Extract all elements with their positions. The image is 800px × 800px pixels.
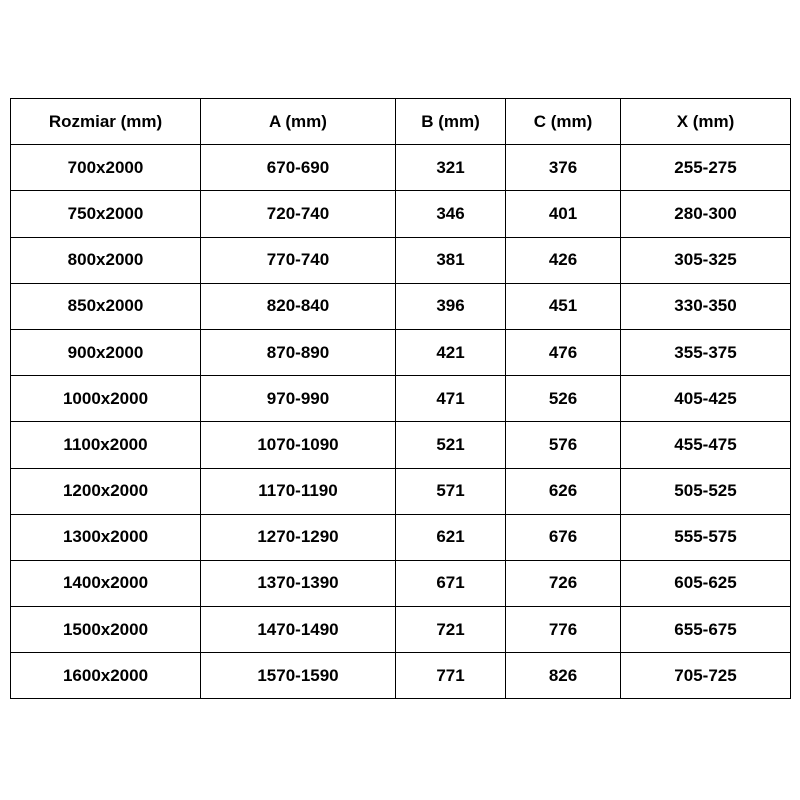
cell-b: 521	[396, 422, 506, 468]
cell-rozmiar: 1500x2000	[11, 607, 201, 653]
cell-a: 1570-1590	[201, 653, 396, 699]
cell-a: 770-740	[201, 237, 396, 283]
table-row	[11, 607, 791, 653]
cell-b: 321	[396, 145, 506, 191]
table-row	[11, 468, 791, 514]
cell-c: 426	[506, 237, 621, 283]
table-row	[11, 145, 791, 191]
table-header-row	[11, 99, 791, 145]
cell-c: 376	[506, 145, 621, 191]
cell-b: 771	[396, 653, 506, 699]
table-row	[11, 237, 791, 283]
cell-b: 571	[396, 468, 506, 514]
cell-rozmiar: 1100x2000	[11, 422, 201, 468]
cell-a: 970-990	[201, 376, 396, 422]
cell-a: 1170-1190	[201, 468, 396, 514]
table-body	[11, 145, 791, 699]
table-row	[11, 514, 791, 560]
cell-c: 576	[506, 422, 621, 468]
cell-a: 670-690	[201, 145, 396, 191]
cell-rozmiar: 1200x2000	[11, 468, 201, 514]
cell-c: 401	[506, 191, 621, 237]
cell-c: 476	[506, 329, 621, 375]
cell-x: 280-300	[621, 191, 791, 237]
table-row	[11, 422, 791, 468]
cell-c: 776	[506, 607, 621, 653]
cell-b: 621	[396, 514, 506, 560]
cell-a: 1070-1090	[201, 422, 396, 468]
cell-x: 505-525	[621, 468, 791, 514]
column-header-x: X (mm)	[621, 99, 791, 145]
cell-x: 355-375	[621, 329, 791, 375]
size-table	[10, 98, 791, 699]
column-header-c: C (mm)	[506, 99, 621, 145]
table-row	[11, 283, 791, 329]
cell-x: 330-350	[621, 283, 791, 329]
cell-rozmiar: 1300x2000	[11, 514, 201, 560]
cell-c: 826	[506, 653, 621, 699]
cell-b: 421	[396, 329, 506, 375]
column-header-b: B (mm)	[396, 99, 506, 145]
table-header	[11, 99, 791, 145]
cell-rozmiar: 1000x2000	[11, 376, 201, 422]
table-row	[11, 560, 791, 606]
cell-c: 676	[506, 514, 621, 560]
cell-a: 1370-1390	[201, 560, 396, 606]
cell-b: 721	[396, 607, 506, 653]
cell-c: 726	[506, 560, 621, 606]
size-table-container	[10, 98, 790, 699]
cell-rozmiar: 1600x2000	[11, 653, 201, 699]
cell-x: 705-725	[621, 653, 791, 699]
cell-b: 346	[396, 191, 506, 237]
cell-rozmiar: 800x2000	[11, 237, 201, 283]
cell-a: 720-740	[201, 191, 396, 237]
cell-x: 455-475	[621, 422, 791, 468]
cell-b: 381	[396, 237, 506, 283]
cell-rozmiar: 850x2000	[11, 283, 201, 329]
cell-x: 405-425	[621, 376, 791, 422]
cell-rozmiar: 750x2000	[11, 191, 201, 237]
cell-x: 555-575	[621, 514, 791, 560]
cell-x: 655-675	[621, 607, 791, 653]
cell-a: 820-840	[201, 283, 396, 329]
cell-a: 870-890	[201, 329, 396, 375]
cell-c: 626	[506, 468, 621, 514]
column-header-a: A (mm)	[201, 99, 396, 145]
cell-rozmiar: 700x2000	[11, 145, 201, 191]
cell-c: 526	[506, 376, 621, 422]
table-row	[11, 376, 791, 422]
cell-x: 605-625	[621, 560, 791, 606]
cell-rozmiar: 1400x2000	[11, 560, 201, 606]
cell-b: 396	[396, 283, 506, 329]
table-row	[11, 329, 791, 375]
table-row	[11, 653, 791, 699]
cell-c: 451	[506, 283, 621, 329]
cell-x: 255-275	[621, 145, 791, 191]
cell-x: 305-325	[621, 237, 791, 283]
column-header-rozmiar: Rozmiar (mm)	[11, 99, 201, 145]
cell-b: 671	[396, 560, 506, 606]
cell-b: 471	[396, 376, 506, 422]
cell-a: 1470-1490	[201, 607, 396, 653]
cell-rozmiar: 900x2000	[11, 329, 201, 375]
cell-a: 1270-1290	[201, 514, 396, 560]
table-row	[11, 191, 791, 237]
